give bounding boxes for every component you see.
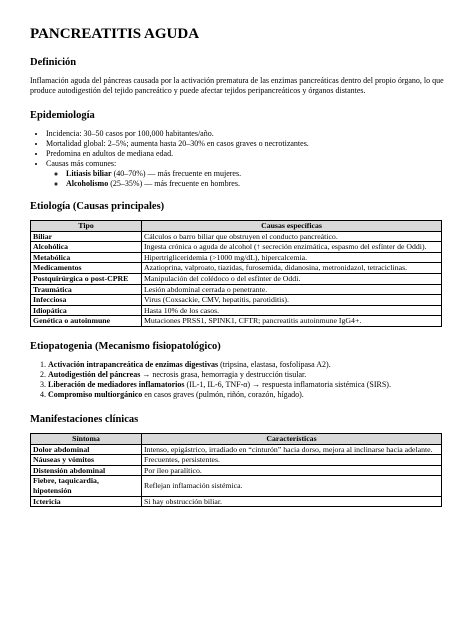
- sublist-item-text: (40–70%) — más frecuente en mujeres.: [111, 169, 242, 178]
- table-row: [31, 476, 442, 496]
- table-cell-key: Postquirúrgica o post-CPRE: [31, 273, 142, 284]
- list-item: • Predomina en adultos de mediana edad.: [46, 149, 444, 159]
- sublist-item: [66, 169, 444, 179]
- section-heading-epidemiologia: Epidemiología: [30, 110, 95, 121]
- table-cell-key: Idiopática: [31, 305, 142, 316]
- table-cell-value: Azatioprina, valproato, tiazidas, furosemida, didanosina, metronidazol, tetraciclinas.: [142, 263, 442, 274]
- table-header-cell: Características: [142, 433, 442, 444]
- manifestaciones-table: [30, 433, 442, 507]
- table-cell-value: Cálculos o barro biliar que obstruyen el conducto pancreático.: [142, 231, 442, 242]
- table-row: [31, 252, 442, 263]
- list-item: [48, 390, 444, 400]
- sublist-item-bold: Litiasis biliar: [66, 169, 112, 178]
- table-cell-value: Reflejan inflamación sistémica.: [142, 476, 442, 496]
- table-row: [31, 305, 442, 316]
- table-cell-key: Ictericia: [31, 496, 142, 507]
- list-item: [48, 370, 444, 380]
- table-cell-key: Náuseas y vómitos: [31, 455, 142, 466]
- table-cell-value: Por íleo paralítico.: [142, 465, 442, 476]
- table-row: [31, 273, 442, 284]
- table-cell-value: Hasta 10% de los casos.: [142, 305, 442, 316]
- table-row: [31, 496, 442, 507]
- section-heading-etiologia: Etiología (Causas principales): [30, 201, 165, 212]
- table-cell-key: Dolor abdominal: [31, 444, 142, 455]
- table-cell-value: Virus (Coxsackie, CMV, hepatitis, parotiditis).: [142, 295, 442, 306]
- list-item-bold: Liberación de mediadores inflamatorios: [48, 379, 185, 389]
- table-cell-value: Intenso, epigástrico, irradiado en “cinturón” hacia dorso, mejora al inclinarse hacia adelante.: [142, 444, 442, 455]
- table-cell-key: Infecciosa: [31, 295, 142, 306]
- table-header-row: [31, 221, 442, 232]
- table-header-cell: Síntoma: [31, 433, 142, 444]
- table-row: [31, 316, 442, 327]
- table-cell-key: Medicamentos: [31, 263, 142, 274]
- list-item-bold: Activación intrapancreática de enzimas digestivas: [48, 359, 219, 369]
- list-item: [46, 159, 444, 189]
- list-item: [48, 360, 444, 370]
- list-item-text: (tripsina, elastasa, fosfolipasa A2).: [218, 359, 331, 369]
- table-cell-key: Genética o autoinmune: [31, 316, 142, 327]
- table-cell-value: Si hay obstrucción biliar.: [142, 496, 442, 507]
- sublist-item-text: (25–35%) — más frecuente en hombres.: [108, 179, 240, 188]
- table-cell-key: Fiebre, taquicardia, hipotensión: [31, 476, 142, 496]
- table-cell-value: Manipulación del colédoco o del esfínter de Oddi.: [142, 273, 442, 284]
- sublist-item-bold: Alcoholismo: [66, 179, 109, 188]
- section-heading-etiopatogenia: Etiopatogenia (Mecanismo fisiopatológico): [30, 340, 221, 352]
- table-cell-value: Hipertrigliceridemia (>1000 mg/dL), hipercalcemia.: [142, 252, 442, 263]
- table-row: [31, 295, 442, 306]
- table-row: [31, 284, 442, 295]
- etiopatogenia-list: [30, 360, 444, 400]
- table-cell-key: Alcohólica: [31, 242, 142, 253]
- section-heading-manifestaciones: Manifestaciones clínicas: [30, 413, 139, 425]
- table-cell-key: Biliar: [31, 231, 142, 242]
- causas-sublist: [46, 169, 444, 189]
- definicion-text: Inflamación aguda del páncreas causada por la activación prematura de las enzimas pancreáticas dentro del propio órgano, lo que produce autodigestión del tejido pancreático y puede afectar tejidos peripancreáticos y órganos distantes.: [30, 76, 444, 95]
- list-item-text: Causas más comunes:: [46, 159, 117, 168]
- table-row: [31, 263, 442, 274]
- table-cell-key: Metabólica: [31, 252, 142, 263]
- table-header-cell: Tipo: [31, 221, 142, 232]
- table-cell-value: Lesión abdominal cerrada o penetrante.: [142, 284, 442, 295]
- list-item-text: en casos graves (pulmón, riñón, corazón, hígado).: [142, 389, 304, 399]
- list-item: • Mortalidad global: 2–5%; aumenta hasta 20–30% en casos graves o necrotizantes.: [46, 139, 444, 149]
- table-cell-key: Traumática: [31, 284, 142, 295]
- table-cell-key: Distensión abdominal: [31, 465, 142, 476]
- sublist-item: [66, 179, 444, 189]
- table-row: [31, 455, 442, 466]
- table-row: [31, 231, 442, 242]
- table-cell-value: Ingesta crónica o aguda de alcohol (↑ secreción enzimática, espasmo del esfínter de Oddi).: [142, 242, 442, 253]
- table-row: [31, 465, 442, 476]
- list-item-text: (IL-1, IL-6, TNF-α) → respuesta inflamatoria sistémica (SIRS).: [184, 379, 391, 389]
- table-cell-value: Frecuentes, persistentes.: [142, 455, 442, 466]
- list-item-text: → necrosis grasa, hemorragia y destrucción tisular.: [140, 369, 307, 379]
- list-item: [48, 380, 444, 390]
- table-header-row: [31, 433, 442, 444]
- table-cell-value: Mutaciones PRSS1, SPINK1, CFTR; pancreatitis autoinmune IgG4+.: [142, 316, 442, 327]
- list-item: • Incidencia: 30–50 casos por 100,000 habitantes/año.: [46, 129, 444, 139]
- section-heading-definicion: Definición: [30, 57, 77, 68]
- table-row: [31, 242, 442, 253]
- table-row: [31, 444, 442, 455]
- etiologia-table: [30, 220, 442, 327]
- table-header-cell: Causas específicas: [142, 221, 442, 232]
- page-title: PANCREATITIS AGUDA: [30, 26, 200, 42]
- epidemiologia-list: [30, 129, 444, 189]
- list-item-bold: Compromiso multiorgánico: [48, 389, 143, 399]
- list-item-bold: Autodigestión del páncreas: [48, 369, 141, 379]
